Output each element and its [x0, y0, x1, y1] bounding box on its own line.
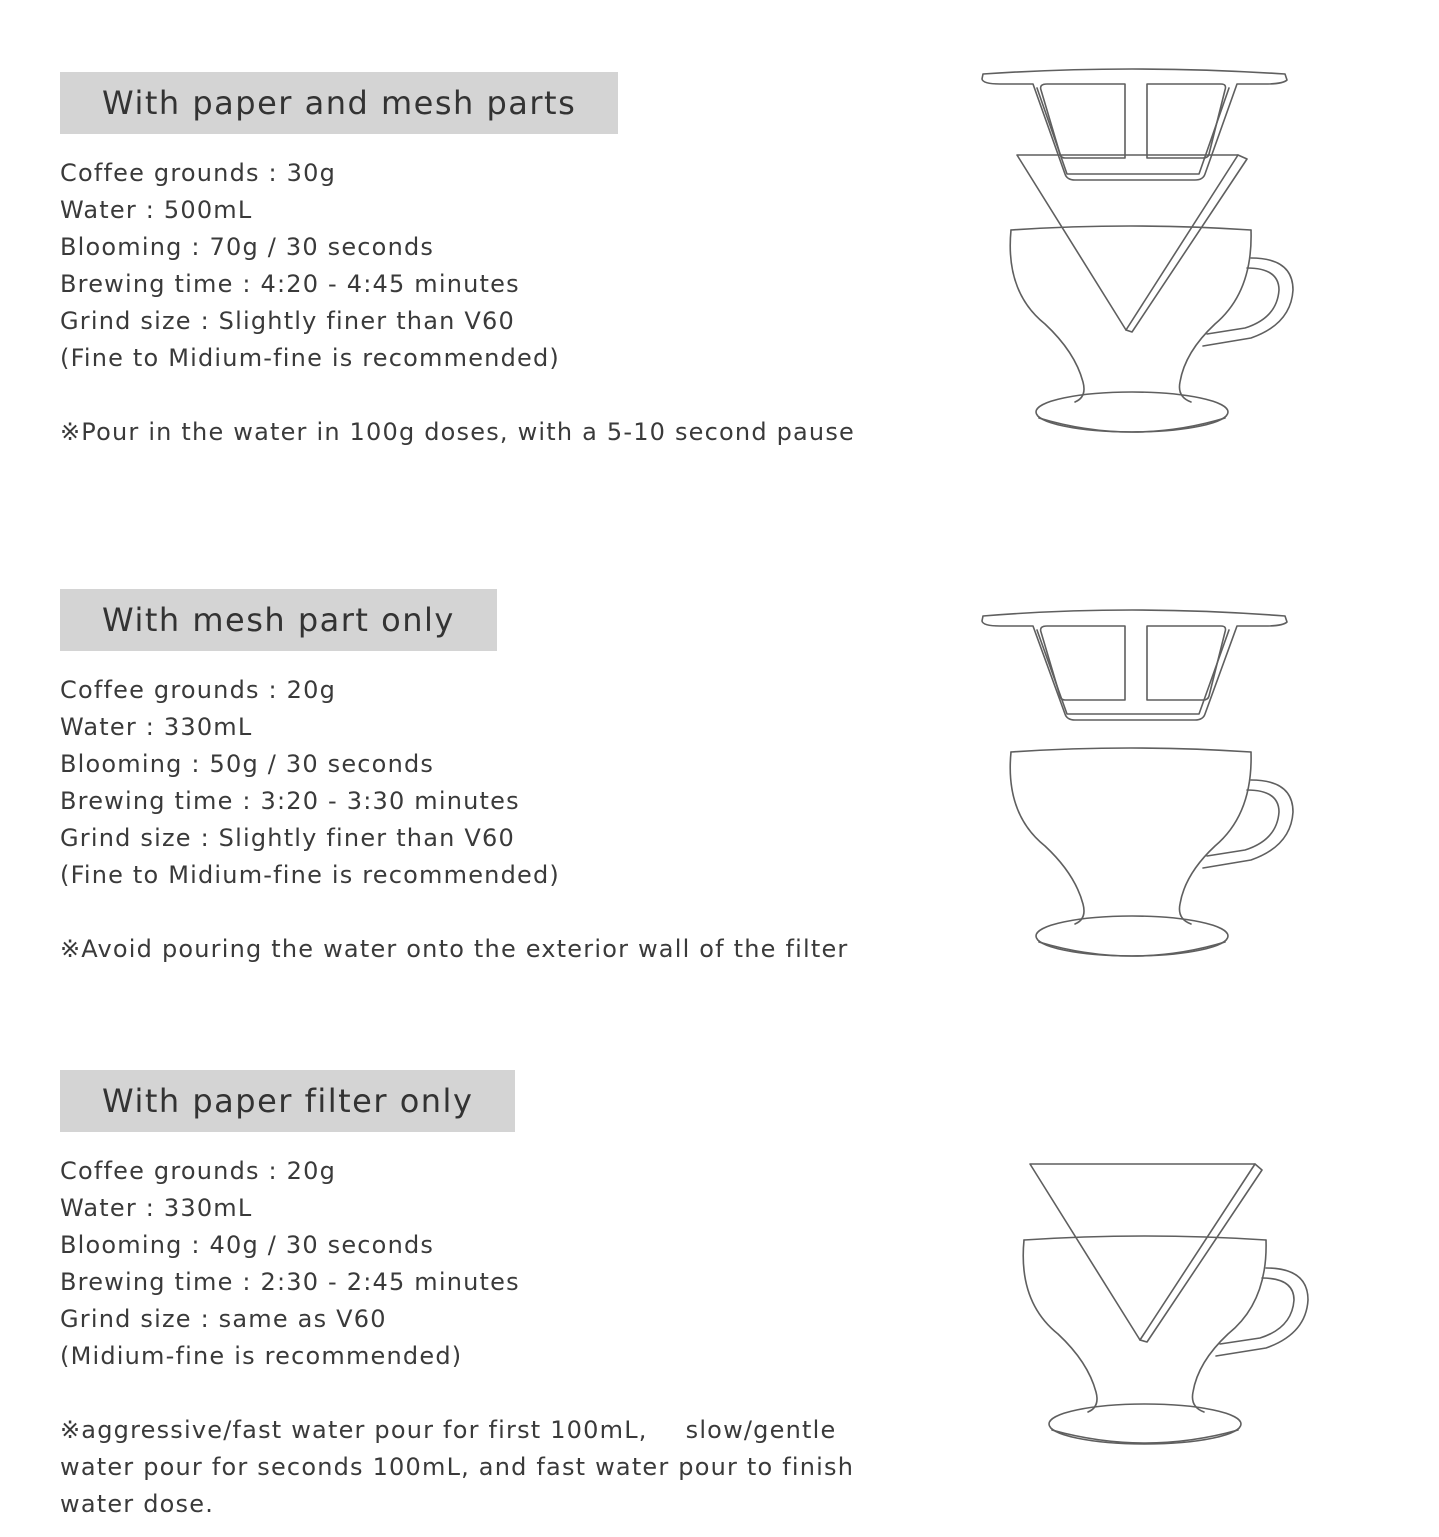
recipe-line: Brewing time : 3:20 - 3:30 minutes — [60, 787, 520, 815]
recipe-line: Blooming : 70g / 30 seconds — [60, 233, 435, 261]
recipe-line: Water : 330mL — [60, 713, 253, 741]
recipe-line: (Midium-fine is recommended) — [60, 1342, 463, 1370]
pour-note-part: slow/gentle water pour for seconds 100mL, and fast water pour to finish water dose. — [60, 1416, 855, 1518]
recipe-list — [60, 1153, 940, 1523]
section-heading: With paper and mesh parts — [60, 72, 618, 134]
recipe-line: Coffee grounds : 20g — [60, 1157, 337, 1185]
section-mesh-only — [60, 589, 940, 968]
section-heading: With mesh part only — [60, 589, 497, 651]
pour-note-part: ※aggressive/fast water pour for first 100mL, — [60, 1416, 648, 1444]
pour-note: ※Avoid pouring the water onto the exterior wall of the filter — [60, 935, 849, 963]
recipe-line: Water : 500mL — [60, 196, 253, 224]
recipe-list — [60, 672, 940, 968]
recipe-line: Grind size : same as V60 — [60, 1305, 387, 1333]
recipe-line: Coffee grounds : 30g — [60, 159, 337, 187]
dripper-with-mesh-and-paper-icon — [975, 62, 1305, 442]
dripper-with-paper-icon — [990, 1158, 1320, 1458]
recipe-line: Coffee grounds : 20g — [60, 676, 337, 704]
section-paper-only — [60, 1070, 940, 1523]
dripper-with-mesh-icon — [975, 600, 1305, 970]
pour-note — [60, 1412, 900, 1523]
recipe-line: Grind size : Slightly finer than V60 — [60, 824, 515, 852]
recipe-line: Brewing time : 4:20 - 4:45 minutes — [60, 270, 520, 298]
recipe-line: Blooming : 40g / 30 seconds — [60, 1231, 435, 1259]
recipe-line: (Fine to Midium-fine is recommended) — [60, 344, 560, 372]
recipe-line: Blooming : 50g / 30 seconds — [60, 750, 435, 778]
recipe-list — [60, 155, 940, 451]
pour-note: ※Pour in the water in 100g doses, with a 5-10 second pause — [60, 418, 856, 446]
section-paper-and-mesh — [60, 72, 940, 451]
recipe-line: Water : 330mL — [60, 1194, 253, 1222]
recipe-line: (Fine to Midium-fine is recommended) — [60, 861, 560, 889]
recipe-line: Grind size : Slightly finer than V60 — [60, 307, 515, 335]
section-heading: With paper filter only — [60, 1070, 515, 1132]
recipe-line: Brewing time : 2:30 - 2:45 minutes — [60, 1268, 520, 1296]
